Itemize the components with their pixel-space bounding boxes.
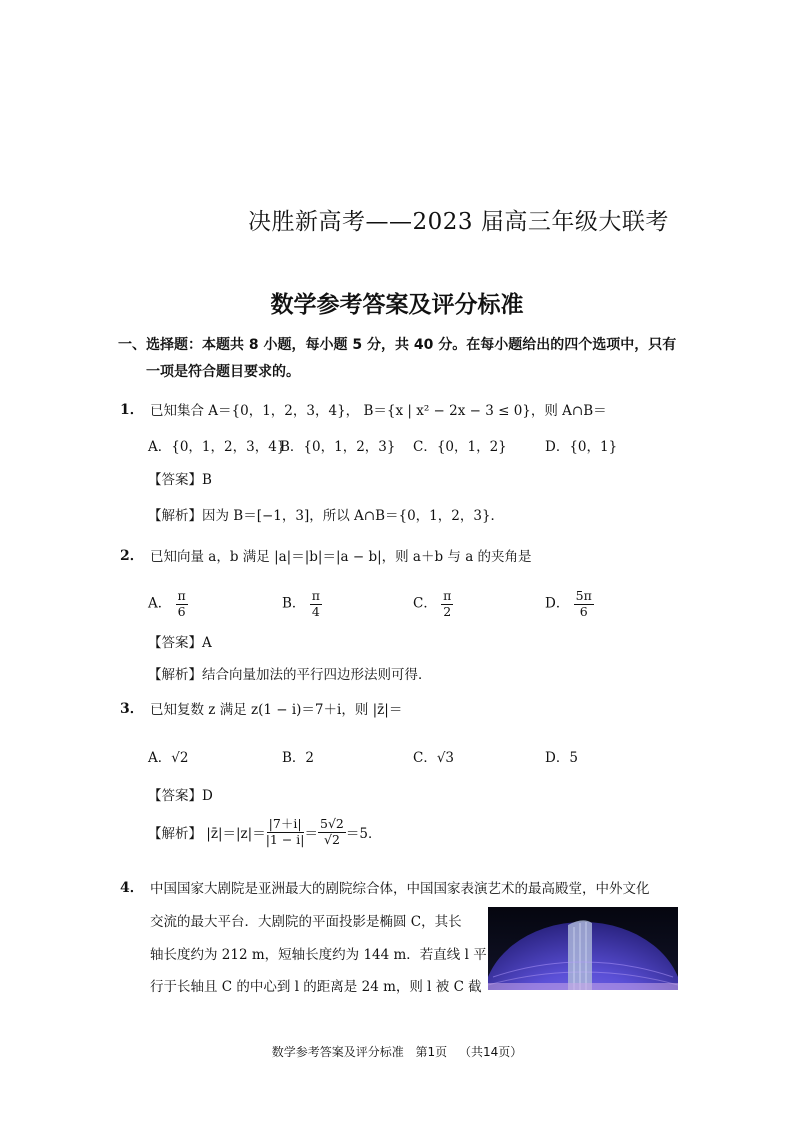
fraction-numerator: |7＋i| [268, 816, 302, 831]
question-2-number: 2． [120, 548, 144, 564]
question-3-stem: 已知复数 z 满足 z(1 − i)＝7＋i，则 |z̄|＝ [150, 702, 403, 718]
question-4-line3: 轴长度约为 212 m，短轴长度约为 144 m．若直线 l 平 [150, 947, 487, 963]
fraction-denominator: 6 [177, 603, 186, 619]
analysis-tail: ＝5． [345, 826, 382, 842]
section-heading-line2: 一项是符合题目要求的。 [146, 364, 300, 380]
question-1-number: 1． [120, 402, 144, 418]
analysis-prefix: 【解析】 |z̄|＝|z|＝ [148, 826, 266, 842]
question-1-stem: 已知集合 A＝{0，1，2，3，4}， B＝{x | x² − 2x − 3 ≤ 0}，则 A∩B＝ [150, 403, 607, 419]
question-2-option-c [413, 590, 453, 618]
theatre-illustration [488, 907, 678, 990]
question-1-option-d: D．{0，1} [545, 439, 618, 455]
question-2-option-a [148, 590, 188, 618]
question-2-stem: 已知向量 a，b 满足 |a|＝|b|＝|a − b|，则 a＋b 与 a 的夹角是 [150, 549, 532, 565]
option-letter: B． [282, 595, 306, 612]
section-heading [118, 332, 678, 386]
question-3-option-d: D．5 [545, 750, 578, 766]
question-1-option-a: A．{0，1，2，3，4} [148, 439, 286, 455]
fraction-numerator: 5√2 [320, 816, 344, 831]
fraction-denominator: 4 [311, 603, 320, 619]
section-heading-line1: 一、选择题：本题共 8 小题，每小题 5 分，共 40 分。在每小题给出的四个选项中，只有 [118, 337, 677, 353]
question-3-option-c: C．√3 [413, 750, 455, 766]
question-2-option-b [282, 590, 322, 618]
document-title: 数学参考答案及评分标准 [270, 292, 524, 318]
option-letter: C． [413, 595, 437, 612]
question-4-line2: 交流的最大平台．大剧院的平面投影是椭圆 C，其长 [150, 914, 462, 930]
question-1-answer: 【答案】B [148, 472, 212, 488]
option-fraction [310, 590, 322, 618]
question-4-number: 4． [120, 880, 144, 896]
option-letter: A． [148, 595, 172, 612]
analysis-equals: ＝ [304, 826, 319, 842]
footer-title: 数学参考答案及评分标准 [271, 1045, 404, 1059]
question-2-option-d [545, 590, 594, 618]
fraction-denominator: 6 [579, 603, 588, 619]
fraction-denominator: |1 − i| [265, 831, 305, 847]
question-2-answer: 【答案】A [148, 635, 212, 651]
question-3-option-a: A．√2 [148, 750, 189, 766]
option-fraction [441, 590, 453, 618]
option-fraction [574, 590, 594, 618]
fraction-denominator: √2 [323, 831, 340, 847]
question-3-number: 3． [120, 701, 144, 717]
question-1-option-b: B．{0，1，2，3} [280, 439, 396, 455]
question-1-option-c: C．{0，1，2} [413, 439, 507, 455]
analysis-fraction-2 [318, 818, 346, 846]
question-3-option-b: B．2 [282, 750, 315, 766]
question-1-analysis: 【解析】因为 B＝[−1，3]，所以 A∩B＝{0，1，2，3}． [148, 508, 505, 524]
fraction-numerator: π [177, 588, 186, 603]
fraction-numerator: π [443, 588, 452, 603]
page-footer [0, 1043, 794, 1060]
question-4-line4: 行于长轴且 C 的中心到 l 的距离是 24 m，则 l 被 C 截 [150, 979, 482, 995]
option-fraction [176, 590, 188, 618]
footer-total-pages: （共14页） [459, 1045, 523, 1059]
question-3-answer: 【答案】D [148, 788, 213, 804]
analysis-fraction-1 [266, 818, 305, 846]
exam-header-title: 决胜新高考——2023 届高三年级大联考 [248, 209, 669, 235]
footer-page-number: 第1页 [415, 1045, 448, 1059]
fraction-denominator: 2 [443, 603, 452, 619]
question-3-analysis [148, 818, 381, 846]
national-grand-theatre-photo [488, 907, 678, 990]
option-letter: D． [545, 595, 570, 612]
question-2-analysis: 【解析】结合向量加法的平行四边形法则可得． [148, 667, 432, 683]
question-4-line1: 中国国家大剧院是亚洲最大的剧院综合体，中国国家表演艺术的最高殿堂，中外文化 [150, 881, 650, 897]
fraction-numerator: π [311, 588, 320, 603]
fraction-numerator: 5π [575, 588, 592, 603]
